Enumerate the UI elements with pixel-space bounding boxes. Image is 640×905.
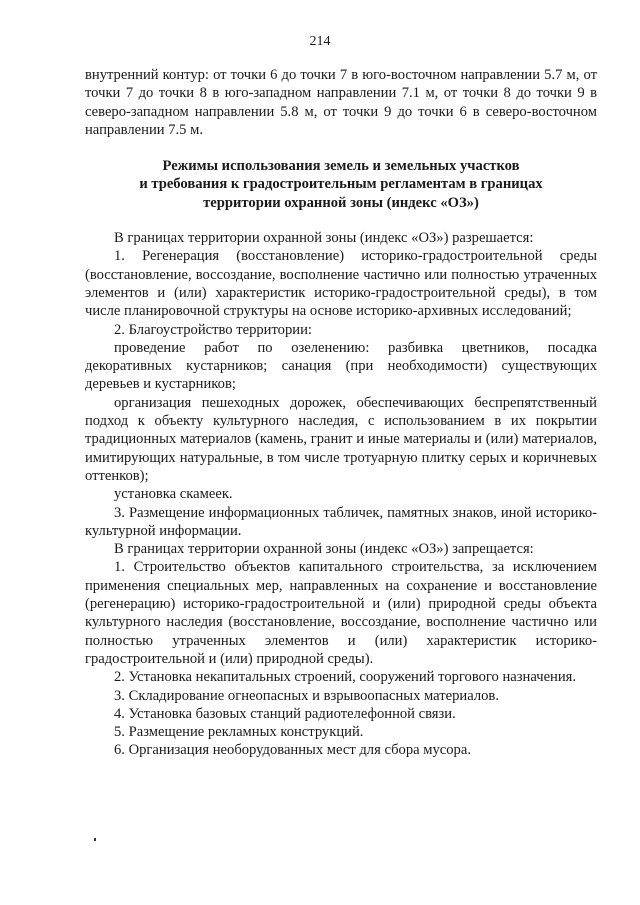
prohibited-intro: В границах территории охранной зоны (индекс «ОЗ») запрещается: [114,541,534,558]
allowed-item-1: 1. Регенерация (восстановление) историко-градостроительной среды (восстановление, воссоздание, восполнение частично или полностью утраченных элементов и (или) характеристик историко-градостроительной среды), в том числе планировочной структуры на основе историко-архивных исследований; [85,248,597,320]
intro-paragraph: внутренний контур: от точки 6 до точки 7 в юго-восточном направлении 5.7 м, от точки 7 до точки 8 в юго-западном направлении 7.1 м, от точки 8 до точки 9 в северо-западном направлении 5.8 м, от точки 9 до точки 6 в северо-восточном направлении 7.5 м. [85,67,597,138]
prohibited-item-3: 3. Складирование огнеопасных и взрывоопасных материалов. [114,687,499,704]
prohibited-item-4: 4. Установка базовых станций радиотелефонной связи. [114,705,456,722]
prohibited-item-1: 1. Строительство объектов капитального строительства, за исключением применения специальных мер, направленных на сохранение и восстановление (регенерацию) историко-градостроительной и (или) природной среды объекта культурного наследия (восстановление, воссоздание, восполнение частично или полностью утраченных элементов и (или) характеристик историко-градостроительной и (или) природной среды). [85,559,597,667]
prohibited-item-5: 5. Размещение рекламных конструкций. [114,724,364,741]
allowed-item-2-benches: установка скамеек. [114,486,233,503]
prohibited-item-2: 2. Установка некапитальных строений, сооружений торгового назначения. [114,669,577,686]
scan-mark [94,838,96,841]
section-heading-line-1: Режимы использования земель и земельных участков [162,158,520,175]
allowed-item-2-paths: организация пешеходных дорожек, обеспечивающих беспрепятственный подход к объекту культурного наследия, с использованием в их покрытии традиционных материалов (камень, гранит и иные материалы и (или) материалов, имитирующих натуральные, в том числе тротуарную плитку серых и коричневых оттенков); [85,394,597,484]
section-heading [85,157,597,212]
allowed-item-2: 2. Благоустройство территории: [114,321,312,338]
allowed-item-3: 3. Размещение информационных табличек, памятных знаков, иной историко-культурной информации. [85,504,597,539]
document-body [85,66,597,760]
section-heading-line-2: и требования к градостроительным регламентам в границах [139,176,543,193]
section-heading-line-3: территории охранной зоны (индекс «ОЗ») [203,194,479,211]
allowed-item-2-landscaping: проведение работ по озеленению: разбивка цветников, посадка декоративных кустарников; санация (при необходимости) существующих деревьев и кустарников; [85,339,597,393]
allowed-intro: В границах территории охранной зоны (индекс «ОЗ») разрешается: [114,230,534,247]
prohibited-item-6: 6. Организация необорудованных мест для сбора мусора. [114,742,471,759]
page-number: 214 [309,34,331,49]
